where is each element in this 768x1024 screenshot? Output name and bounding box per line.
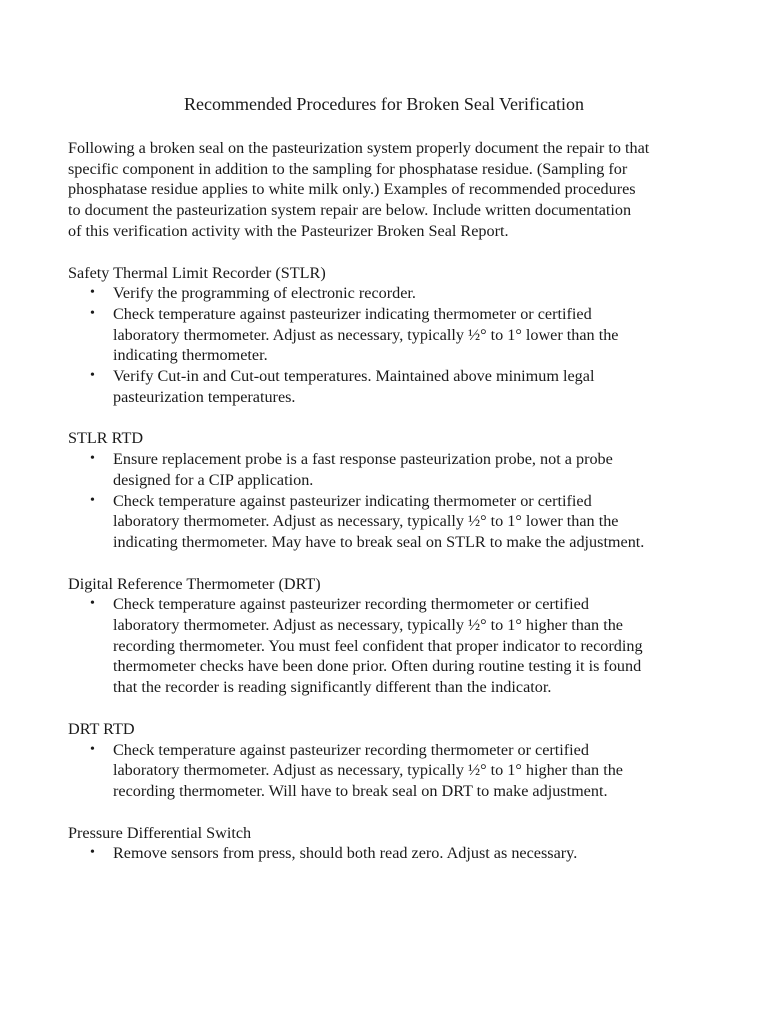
section-heading: DRT RTD: [68, 719, 135, 738]
bullet-text-line: recording thermometer. Will have to break seal on DRT to make adjustment.: [113, 781, 608, 800]
bullet-item: [68, 304, 708, 366]
bullet-text-line: indicating thermometer. May have to break seal on STLR to make the adjustment.: [113, 532, 645, 551]
bullet-list: [68, 843, 708, 864]
section-heading: Pressure Differential Switch: [68, 823, 252, 842]
intro-line: specific component in addition to the sampling for phosphatase residue. (Sampling for: [68, 159, 628, 178]
intro-line: of this verification activity with the Pasteurizer Broken Seal Report.: [68, 221, 509, 240]
bullet-text-line: indicating thermometer.: [113, 346, 268, 365]
bullet-text-line: Check temperature against pasteurizer recording thermometer or certified: [113, 740, 589, 759]
bullet-item: [68, 449, 708, 490]
bullet-list: [68, 740, 708, 802]
bullet-icon: •: [90, 741, 95, 757]
bullet-icon: •: [90, 451, 95, 467]
bullet-item: [68, 366, 708, 407]
intro-line: to document the pasteurization system repair are below. Include written documentation: [68, 201, 632, 220]
document-body: [68, 138, 708, 885]
bullet-text-line: thermometer checks have been done prior. Often during routine testing it is found: [113, 657, 642, 676]
procedure-section: [68, 823, 708, 864]
section-heading: Safety Thermal Limit Recorder (STLR): [68, 263, 326, 282]
bullet-text-line: Ensure replacement probe is a fast response pasteurization probe, not a probe: [113, 450, 613, 469]
bullet-text-line: Remove sensors from press, should both read zero. Adjust as necessary.: [113, 844, 578, 863]
bullet-icon: •: [90, 596, 95, 612]
bullet-text-line: Check temperature against pasteurizer indicating thermometer or certified: [113, 304, 592, 323]
bullet-list: [68, 283, 708, 407]
bullet-text-line: recording thermometer. You must feel confident that proper indicator to recording: [113, 636, 643, 655]
bullet-item: [68, 491, 708, 553]
bullet-text-line: Check temperature against pasteurizer recording thermometer or certified: [113, 595, 589, 614]
section-heading: Digital Reference Thermometer (DRT): [68, 574, 321, 593]
bullet-text-line: laboratory thermometer. Adjust as necessary, typically ½° to 1° lower than the: [113, 512, 619, 531]
bullet-item: [68, 843, 708, 864]
intro-line: phosphatase residue applies to white milk only.) Examples of recommended procedures: [68, 180, 636, 199]
document-title: Recommended Procedures for Broken Seal Verification: [183, 94, 585, 114]
bullet-text-line: laboratory thermometer. Adjust as necessary, typically ½° to 1° higher than the: [113, 761, 623, 780]
bullet-text-line: designed for a CIP application.: [113, 470, 314, 489]
procedure-section: [68, 574, 708, 698]
procedure-section: [68, 428, 708, 552]
bullet-item: [68, 283, 708, 304]
intro-paragraph: [68, 138, 708, 242]
procedure-sections: [68, 263, 708, 865]
bullet-text-line: laboratory thermometer. Adjust as necessary, typically ½° to 1° higher than the: [113, 616, 623, 635]
bullet-text-line: laboratory thermometer. Adjust as necessary, typically ½° to 1° lower than the: [113, 325, 619, 344]
bullet-icon: •: [90, 368, 95, 384]
bullet-list: [68, 449, 708, 553]
bullet-icon: •: [90, 845, 95, 861]
bullet-text-line: pasteurization temperatures.: [113, 387, 296, 406]
procedure-section: [68, 263, 708, 408]
bullet-icon: •: [90, 285, 95, 301]
bullet-icon: •: [90, 305, 95, 321]
section-heading: STLR RTD: [68, 429, 144, 448]
bullet-item: [68, 740, 708, 802]
bullet-text-line: that the recorder is reading significantly different than the indicator.: [113, 678, 552, 697]
bullet-text-line: Verify the programming of electronic recorder.: [113, 284, 416, 303]
bullet-text-line: Check temperature against pasteurizer indicating thermometer or certified: [113, 491, 592, 510]
bullet-item: [68, 594, 708, 698]
bullet-text-line: Verify Cut-in and Cut-out temperatures. Maintained above minimum legal: [113, 367, 595, 386]
bullet-list: [68, 594, 708, 698]
intro-line: Following a broken seal on the pasteurization system properly document the repair to that: [68, 139, 650, 157]
bullet-icon: •: [90, 492, 95, 508]
procedure-section: [68, 719, 708, 802]
